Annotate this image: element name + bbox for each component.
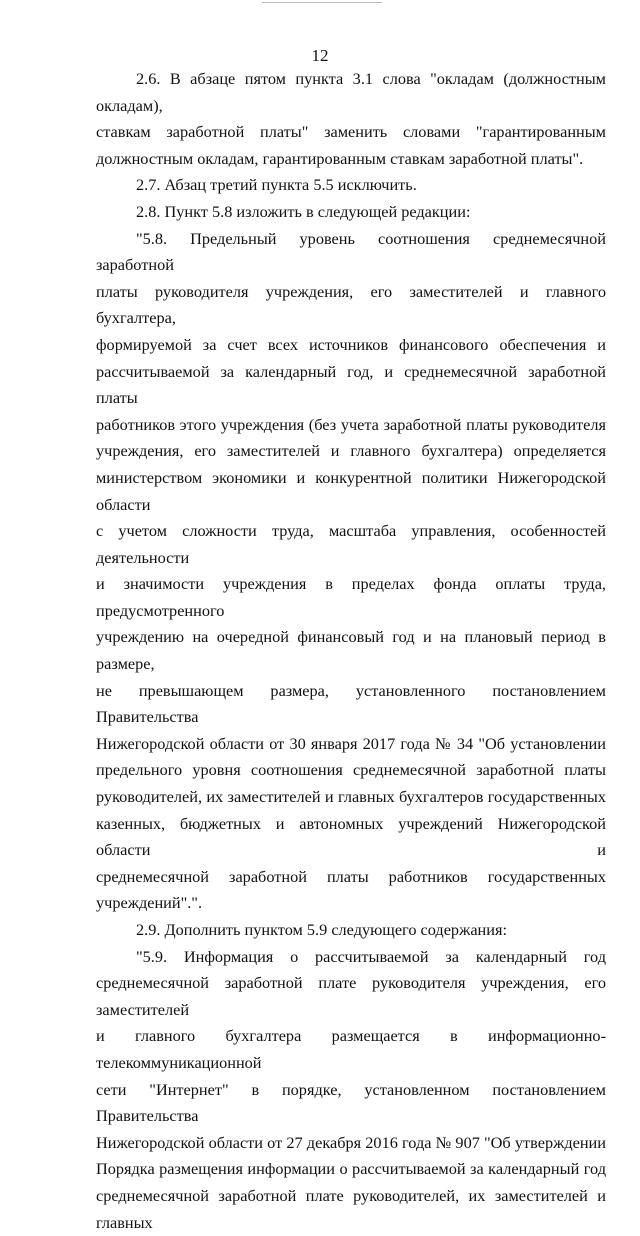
paragraph-line: министерством экономики и конкурентной политики Нижегородской области [96, 467, 606, 514]
paragraph-line: учреждения, его заместителей и главного бухгалтера) определяется [96, 441, 606, 461]
paragraph-line: и значимости учреждения в пределах фонда оплаты труда, предусмотренного [96, 574, 606, 620]
document-body [96, 66, 606, 1236]
paragraph-line: Порядка размещения информации о рассчитываемой за календарный год [96, 1159, 606, 1179]
paragraph-line: Нижегородской области от 27 декабря 2016 года № 907 "Об утверждении [96, 1132, 606, 1152]
paragraph-line: учреждению на очередной финансовый год и на плановый период в размере, [96, 627, 606, 674]
paragraph-line: с учетом сложности труда, масштаба управления, особенностей деятельности [96, 521, 606, 567]
paragraph-line: казенных, бюджетных и автономных учреждений Нижегородской области и [96, 813, 606, 860]
paragraph-line: руководителей, их заместителей и главных бухгалтеров государственных [96, 787, 606, 807]
paragraph-line: учреждений".". [96, 893, 203, 913]
paragraph-line: сети "Интернет" в порядке, установленном постановлением Правительства [96, 1079, 606, 1126]
paragraph-line: Нижегородской области от 30 января 2017 года № 34 "Об установлении [96, 733, 606, 753]
paragraph-line: 2.8. Пункт 5.8 изложить в следующей редакции: [136, 201, 471, 221]
paragraph-line: 2.6. В абзаце пятом пункта 3.1 слова "окладам (должностным окладам), [96, 69, 606, 115]
paragraph-line: платы руководителя учреждения, его заместителей и главного бухгалтера, [96, 281, 606, 328]
scan-artifact-line [262, 2, 382, 3]
paragraph-line: формируемой за счет всех источников финансового обеспечения и [96, 334, 606, 354]
paragraph-line: предельного уровня соотношения среднемесячной заработной платы [96, 760, 606, 780]
paragraph-line: 2.9. Дополнить пунктом 5.9 следующего содержания: [136, 920, 507, 939]
paragraph-line: среднемесячной заработной плате руководителей, их заместителей и главных [96, 1185, 606, 1232]
paragraph-line: ставкам заработной платы" заменить словами "гарантированным [96, 122, 606, 142]
paragraph-line: среднемесячной заработной плате руководителя учреждения, его заместителей [96, 973, 606, 1019]
paragraph-line: среднемесячной заработной платы работников государственных [96, 866, 606, 886]
page-number: 12 [311, 46, 329, 65]
paragraph-line: 2.7. Абзац третий пункта 5.5 исключить. [136, 175, 417, 195]
paragraph-line: работников этого учреждения (без учета заработной платы руководителя [96, 414, 606, 434]
paragraph-line: рассчитываемой за календарный год, и среднемесячной заработной платы [96, 361, 606, 408]
paragraph-line: не превышающем размера, установленного постановлением Правительства [96, 680, 606, 727]
paragraph-line: и главного бухгалтера размещается в информационно-телекоммуникационной [96, 1026, 606, 1072]
paragraph-line: должностным окладам, гарантированным ставкам заработной платы". [96, 148, 584, 168]
paragraph-line: "5.8. Предельный уровень соотношения среднемесячной заработной [96, 228, 606, 275]
paragraph-line: "5.9. Информация о рассчитываемой за календарный год [136, 946, 606, 966]
